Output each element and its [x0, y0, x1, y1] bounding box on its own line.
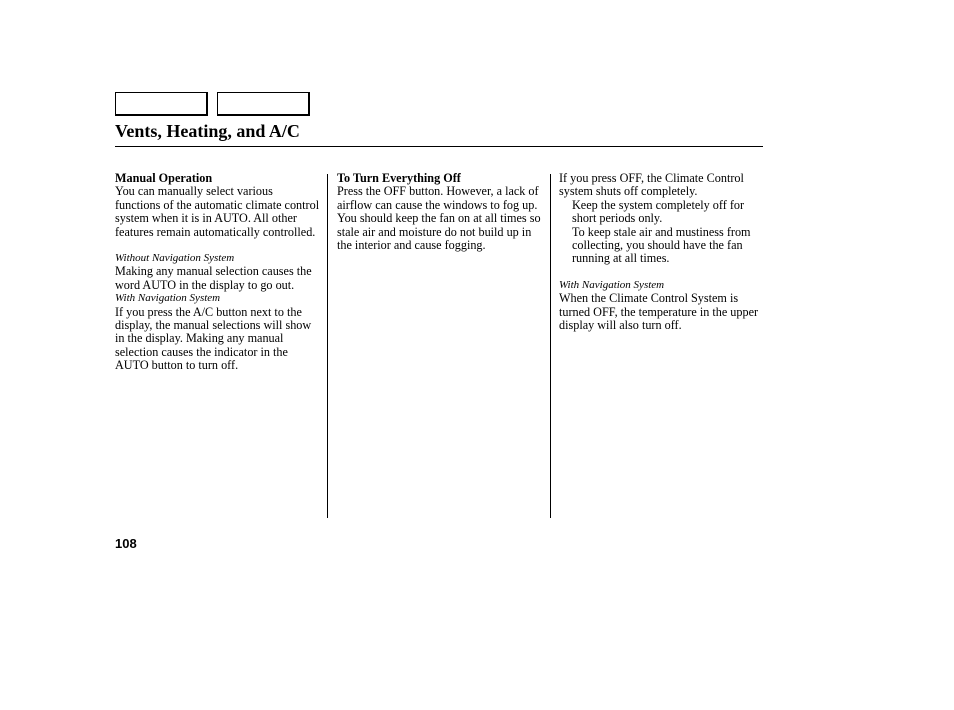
- paragraph-with-nav-off: When the Climate Control System is turned OFF, the temperature in the upper display will also turn off.: [559, 291, 759, 333]
- paragraph-off-intro: If you press OFF, the Climate Control system shuts off completely.: [559, 171, 744, 199]
- paragraph-tip-fan-running: To keep stale air and mustiness from collecting, you should have the fan running at all times.: [572, 224, 751, 266]
- column-divider-1: [327, 174, 328, 518]
- heading-manual-operation: Manual Operation: [115, 171, 213, 185]
- paragraph-turn-off: Press the OFF button. However, a lack of airflow can cause the windows to fog up. You should keep the fan on at all times so stale air and moisture do not build up in the interior and cause fogging.: [337, 184, 541, 253]
- column-turn-off: [337, 172, 543, 252]
- page-title: Vents, Heating, and A/C: [115, 121, 300, 141]
- title-rule: [115, 146, 763, 147]
- paragraph-with-nav: If you press the A/C button next to the display, the manual selections will show in the display. Making any manual selection causes the indicator in the AUTO button to turn off.: [115, 304, 312, 373]
- caption-with-nav-2: With Navigation System: [559, 278, 665, 291]
- column-off-details: [559, 172, 763, 332]
- caption-with-nav: With Navigation System: [115, 292, 221, 305]
- page-number: 108: [115, 536, 137, 551]
- paragraph-without-nav: Making any manual selection causes the word AUTO in the display to go out.: [115, 264, 312, 292]
- heading-turn-off: To Turn Everything Off: [337, 171, 461, 185]
- nav-button-1[interactable]: [115, 92, 208, 116]
- column-manual-operation: [115, 172, 320, 373]
- paragraph-manual-intro: You can manually select various functions of the automatic climate control system when it is in AUTO. All other features remain automatically controlled.: [115, 184, 320, 239]
- paragraph-tip-short-periods: Keep the system completely off for short periods only.: [572, 197, 745, 226]
- column-divider-2: [550, 174, 551, 518]
- caption-without-nav: Without Navigation System: [115, 252, 235, 265]
- nav-button-2[interactable]: [217, 92, 310, 116]
